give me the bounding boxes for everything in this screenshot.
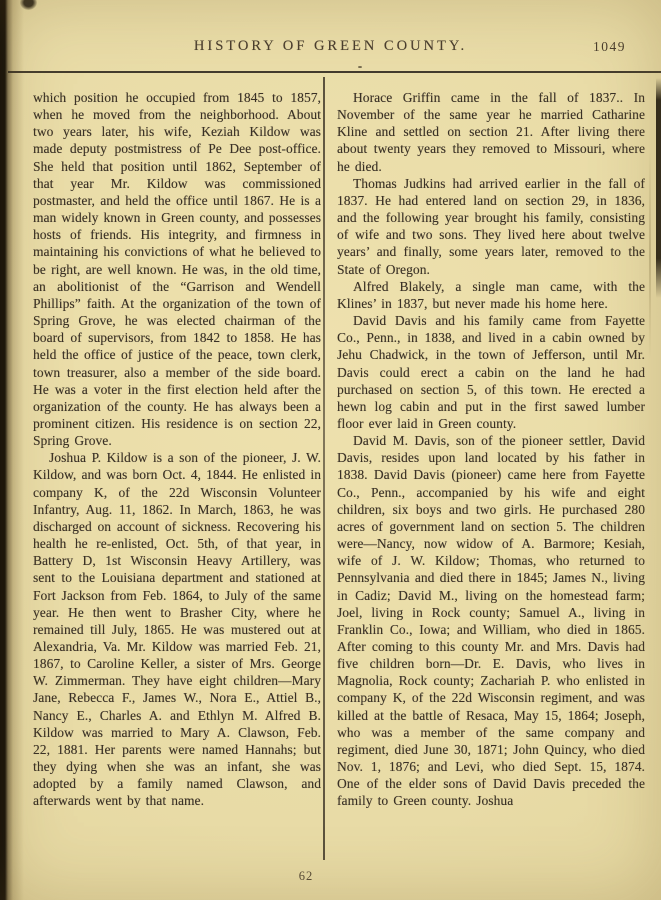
signature-mark: 62 xyxy=(298,869,314,883)
paragraph: David M. Davis, son of the pioneer settler, David Davis, resides upon land located by his father in 1838. David Davis (pioneer) came here from Fayette Co., Penn., accompanied by his wife and eight children, six boys and two girls. He purchased 280 acres of government land on section 5. The children were—Nancy, now widow of A. Barmore; Kesiah, wife of J. W. Kildow; Thomas, who returned to Pennsylvania and died there in 1845; James N., living in Cadiz; David M., living on the homestead farm; Joel, living in Rock county; Samuel A., living in Franklin Co., Iowa; and William, who died in 1865. After coming to this county Mr. and Mrs. Davis had five children born—Dr. E. Davis, who lives in Magnolia, Rock county; Zachariah P. who enlisted in company K, of the 22d Wisconsin regiment, and was killed at the battle of Resaca, May 15, 1864; Joseph, who was a member of the same company and regiment, died June 30, 1871; John Quincy, who died Nov. 1, 1876; and Levi, who died Sept. 15, 1874. One of the elder sons of David Davis preceded the family to Green county. Joshua xyxy=(337,433,645,809)
paragraph: Thomas Judkins had arrived earlier in the fall of 1837. He had entered land on section 29, in 1836, and the following year brought his family, consisting of wife and two sons. They lived here about twelve years’ and finally, some years later, removed to the State of Oregon. xyxy=(337,175,645,277)
page-title: HISTORY OF GREEN COUNTY. xyxy=(193,38,468,54)
page-number: 1049 xyxy=(593,39,626,54)
right-column xyxy=(337,89,645,867)
paragraph: David Davis and his family came from Fayette Co., Penn., in 1838, and lived in a cabin owned by Jehu Chadwick, in the town of Jefferson, until Mr. Davis could erect a cabin on the land he had purchased on section 5, of this town. He erected a hewn log cabin and put in the first sawed lumber floor ever laid in Green county. xyxy=(337,313,645,431)
page-crease xyxy=(649,150,651,360)
scan-edge-right xyxy=(656,78,661,298)
ink-speck xyxy=(358,66,362,68)
running-header xyxy=(0,38,661,58)
paragraph: which position he occupied from 1845 to 1857, when he moved from the neighborhood. About two years later, his wife, Keziah Kildow was made deputy postmistress of Pe Dee post-office. She held that position until 1862, September of that year Mr. Kildow was commissioned postmaster, and held the office until 1867. He is a man widely known in Green county, and possesses hosts of friends. His integrity, and firmness in maintaining his convictions of what he believed to be right, are well known. He was, in the old time, an abolitionist of the “Garrison and Wendell Phillips” faith. At the organization of the town of Spring Grove, he was elected chairman of the board of supervisors, from 1842 to 1858. He has held the office of justice of the peace, town clerk, town treasurer, also a member of the side board. He was a voter in the first election held after the organization of the county. He has always been a prominent citizen. His residence is on section 22, Spring Grove. xyxy=(33,90,321,449)
header-rule xyxy=(8,71,661,73)
scan-smudge xyxy=(20,0,37,10)
paragraph: Alfred Blakely, a single man came, with the Klines’ in 1837, but never made his home here. xyxy=(337,278,645,311)
left-column xyxy=(33,89,321,867)
paragraph: Horace Griffin came in the fall of 1837.. In November of the same year he married Catharine Kline and settled on section 21. After living there about twenty years they removed to Missouri, where he died. xyxy=(337,90,645,174)
scan-edge-left xyxy=(0,0,24,900)
paragraph: Joshua P. Kildow is a son of the pioneer, J. W. Kildow, and was born Oct. 4, 1844. He enlisted in company K, of the 22d Wisconsin Volunteer Infantry, Aug. 11, 1862. In March, 1863, he was discharged on account of sickness. Recovering his health he re-enlisted, Oct. 5th, of that year, in Battery D, 1st Wisconsin Heavy Artillery, was sent to the Louisiana department and stationed at Fort Jackson from Feb. 1864, to July of the same year. He then went to Brasher City, where he remained till July, 1865. He was mustered out at Alexandria, Va. Mr. Kildow was married Feb. 21, 1867, to Caroline Keller, a sister of Mrs. George W. Zimmerman. They have eight children—Mary Jane, Rebecca F., James W., Nora E., Attiel B., Nancy E., Charles A. and Ethlyn M. Alfred B. Kildow was married to Mary A. Clawson, Feb. 22, 1881. Her parents were named Hannahs; but they dying when she was an infant, she was adopted by a family named Clawson, and afterwards went by that name. xyxy=(33,450,321,809)
column-divider xyxy=(323,77,325,860)
